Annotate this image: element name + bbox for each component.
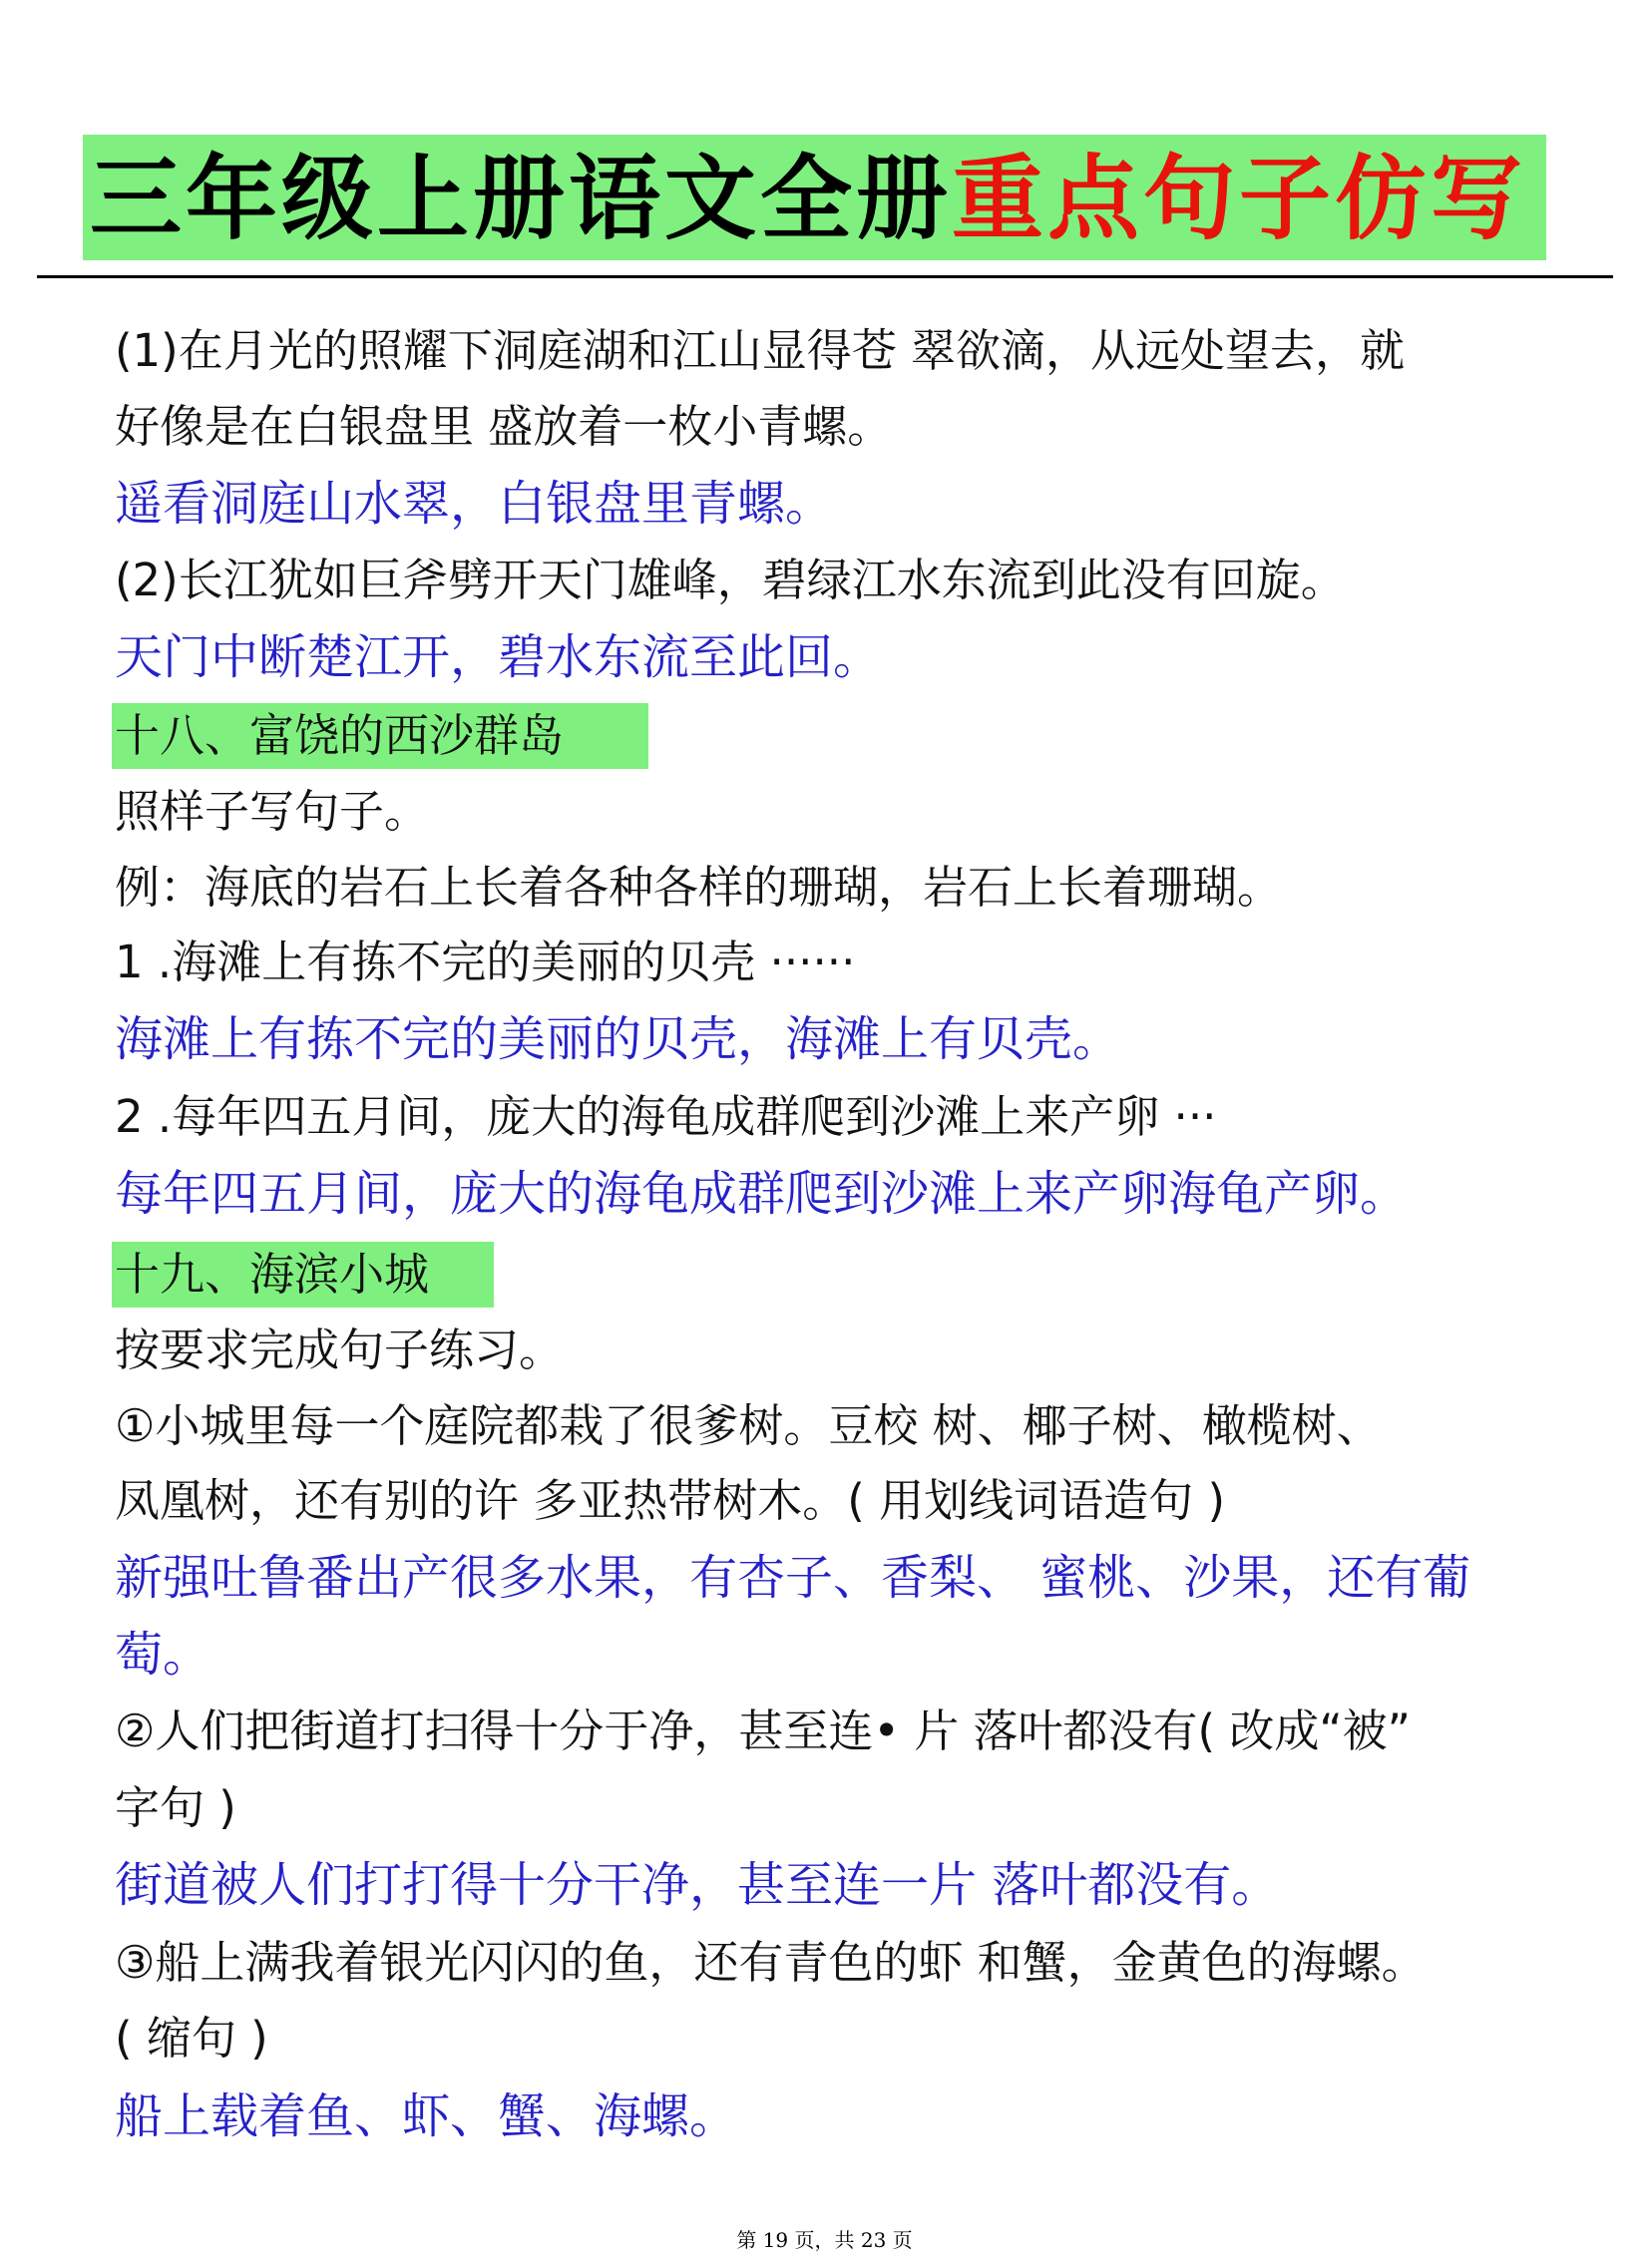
page-title (90, 146, 1527, 252)
title-highlight-text: 重点句子仿写 (952, 146, 1527, 252)
question-line: ( 缩句 ) (115, 2012, 268, 2065)
question-line: 凤凰树，还有别的许 多亚热带树木。( 用划线词语造句 ) (115, 1474, 1226, 1527)
answer-line: 新强吐鲁番出产很多水果，有杏子、香梨、 蜜桃、沙果，还有葡 (115, 1550, 1471, 1606)
section-heading-18: 十八、富饶的西沙群岛 (115, 709, 565, 762)
question-line: 2 .每年四五月间，庞大的海龟成群爬到沙滩上来产卵 ··· (115, 1090, 1217, 1143)
answer-line: 萄。 (115, 1627, 211, 1683)
sentence-line: 好像是在白银盘里 盛放着一枚小青螺。 (115, 400, 893, 453)
question-line: ①小城里每一个庭院都栽了很爹树。豆校 树、椰子树、橄榄树、 (115, 1399, 1382, 1452)
sentence-line: (2)长江犹如巨斧劈开天门雄峰，碧绿江水东流到此没有回旋。 (115, 554, 1346, 606)
page-number: 第 19 页，共 23 页 (736, 2228, 913, 2252)
title-divider (37, 275, 1613, 278)
instruction-line: 按要求完成句子练习。 (115, 1323, 565, 1376)
question-line: 字句 ) (115, 1781, 236, 1834)
question-line: ②人们把街道打扫得十分于净，甚至连• 片 落叶都没有( 改成“被” (115, 1704, 1411, 1757)
example-line: 例：海底的岩石上长着各种各样的珊瑚，岩石上长着珊瑚。 (115, 861, 1283, 914)
answer-line: 每年四五月间，庞大的海龟成群爬到沙滩上来产卵海龟产卵。 (115, 1166, 1409, 1222)
title-main: 三年级上册语文全册 (90, 146, 953, 252)
answer-line: 船上载着鱼、虾、蟹、海螺。 (115, 2088, 738, 2144)
answer-line: 街道被人们打打得十分干净，甚至连一片 落叶都没有。 (115, 1857, 1280, 1913)
answer-line: 海滩上有拣不完的美丽的贝壳，海滩上有贝壳。 (115, 1011, 1121, 1067)
section-heading-19: 十九、海滨小城 (115, 1248, 430, 1301)
answer-line: 天门中断楚江开，碧水东流至此回。 (115, 629, 882, 685)
question-line: ③船上满我着银光闪闪的鱼，还有青色的虾 和蟹，金黄色的海螺。 (115, 1936, 1427, 1989)
sentence-line: (1)在月光的照耀下洞庭湖和江山显得苍 翠欲滴，从远处望去，就 (115, 324, 1406, 377)
instruction-line: 照样子写句子。 (115, 785, 430, 838)
answer-line: 遥看洞庭山水翠，白银盘里青螺。 (115, 476, 834, 532)
question-line: 1 .海滩上有拣不完的美丽的贝壳 ······ (115, 936, 856, 988)
